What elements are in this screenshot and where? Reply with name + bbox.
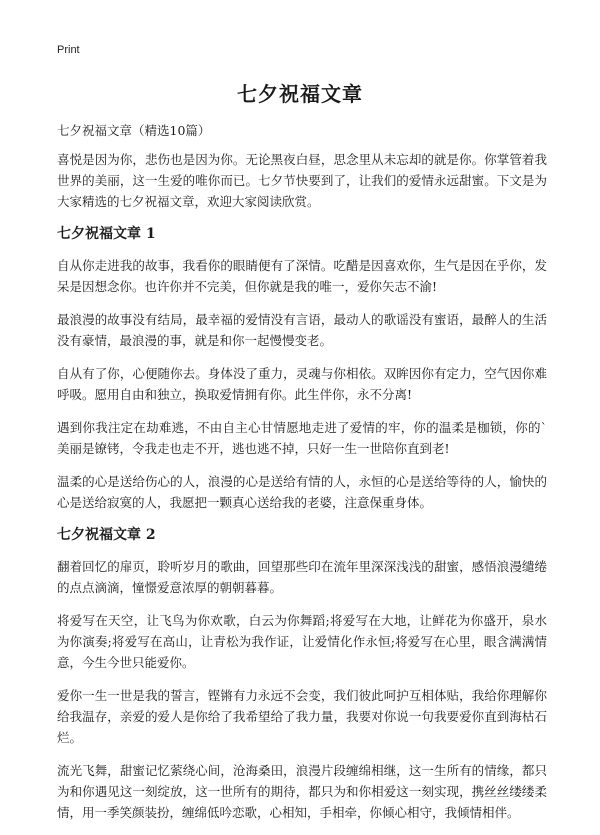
article-subtitle: 七夕祝福文章（精选10篇） [57,123,211,138]
print-label: Print [57,44,80,56]
article-body [57,120,547,835]
section1-paragraph: 自从有了你，心便随你去。身体没了重力，灵魂与你相依。双眸因你有定力，空气因你难呼吸。愿用自由和独立，换取爱情拥有你。此生伴你，永不分离! [57,366,547,402]
section-heading-1: 七夕祝福文章 1 [57,226,156,242]
section1-paragraph: 温柔的心是送给伤心的人，浪漫的心是送给有情的人，永恒的心是送给等待的人，愉快的心是送给寂寞的人，我愿把一颗真心送给我的老婆，注意保重身体。 [57,474,547,510]
section2-paragraph: 流光飞舞，甜蜜记忆萦绕心间，沧海桑田，浪漫片段缠绵相继，这一生所有的情缘，都只为和你遇见这一刻绽放，这一世所有的期待，都只为和你相爱这一刻实现，携丝丝缕缕柔情，用一季笑颜装扮，缠绵低吟恋歌，心相知，手相牵，你倾心相守，我倾情相伴。 [57,763,547,820]
intro-paragraph: 喜悦是因为你，悲伤也是因为你。无论黑夜白昼，思念里从未忘却的就是你。你掌管着我世界的美丽，这一生爱的唯你而已。七夕节快要到了，让我们的爱情永远甜蜜。下文是为大家精选的七夕祝福文章，欢迎大家阅读欣赏。 [57,152,547,209]
section2-paragraph: 爱你一生一世是我的誓言，铿锵有力永远不会变，我们彼此呵护互相体贴，我给你理解你给我温存，亲爱的爱人是你给了我希望给了我力量，我要对你说一句我要爱你直到海枯石烂。 [57,688,547,745]
section1-paragraph: 遇到你我注定在劫难逃，不由自主心甘情愿地走进了爱情的牢，你的温柔是枷锁，你的`美丽是镣铐，令我走也走不开，逃也逃不掉，只好一生一世陪你直到老! [57,420,547,456]
page-title: 七夕祝福文章 [237,82,363,106]
section2-paragraph: 翻着回忆的扉页，聆听岁月的歌曲，回望那些印在流年里深深浅浅的甜蜜，感悟浪漫缱绻的点点滴滴，憧憬爱意浓厚的朝朝暮暮。 [57,559,547,595]
section1-paragraph: 最浪漫的故事没有结局，最幸福的爱情没有言语，最动人的歌谣没有蜜语，最醉人的生活没有豪情，最浪漫的事，就是和你一起慢慢变老。 [57,312,547,348]
section2-paragraph: 将爱写在天空，让飞鸟为你欢歌，白云为你舞蹈;将爱写在大地，让鲜花为你盛开，泉水为你演奏;将爱写在高山，让青松为我作证，让爱情化作永恒;将爱写在心里，眼含满满情意，今生今世只能爱你。 [57,613,547,670]
section1-paragraph: 自从你走进我的故事，我看你的眼睛便有了深情。吃醋是因喜欢你，生气是因在乎你，发呆是因想念你。也许你并不完美，但你就是我的唯一，爱你矢志不渝! [57,258,547,294]
section-heading-2: 七夕祝福文章 2 [57,527,156,543]
